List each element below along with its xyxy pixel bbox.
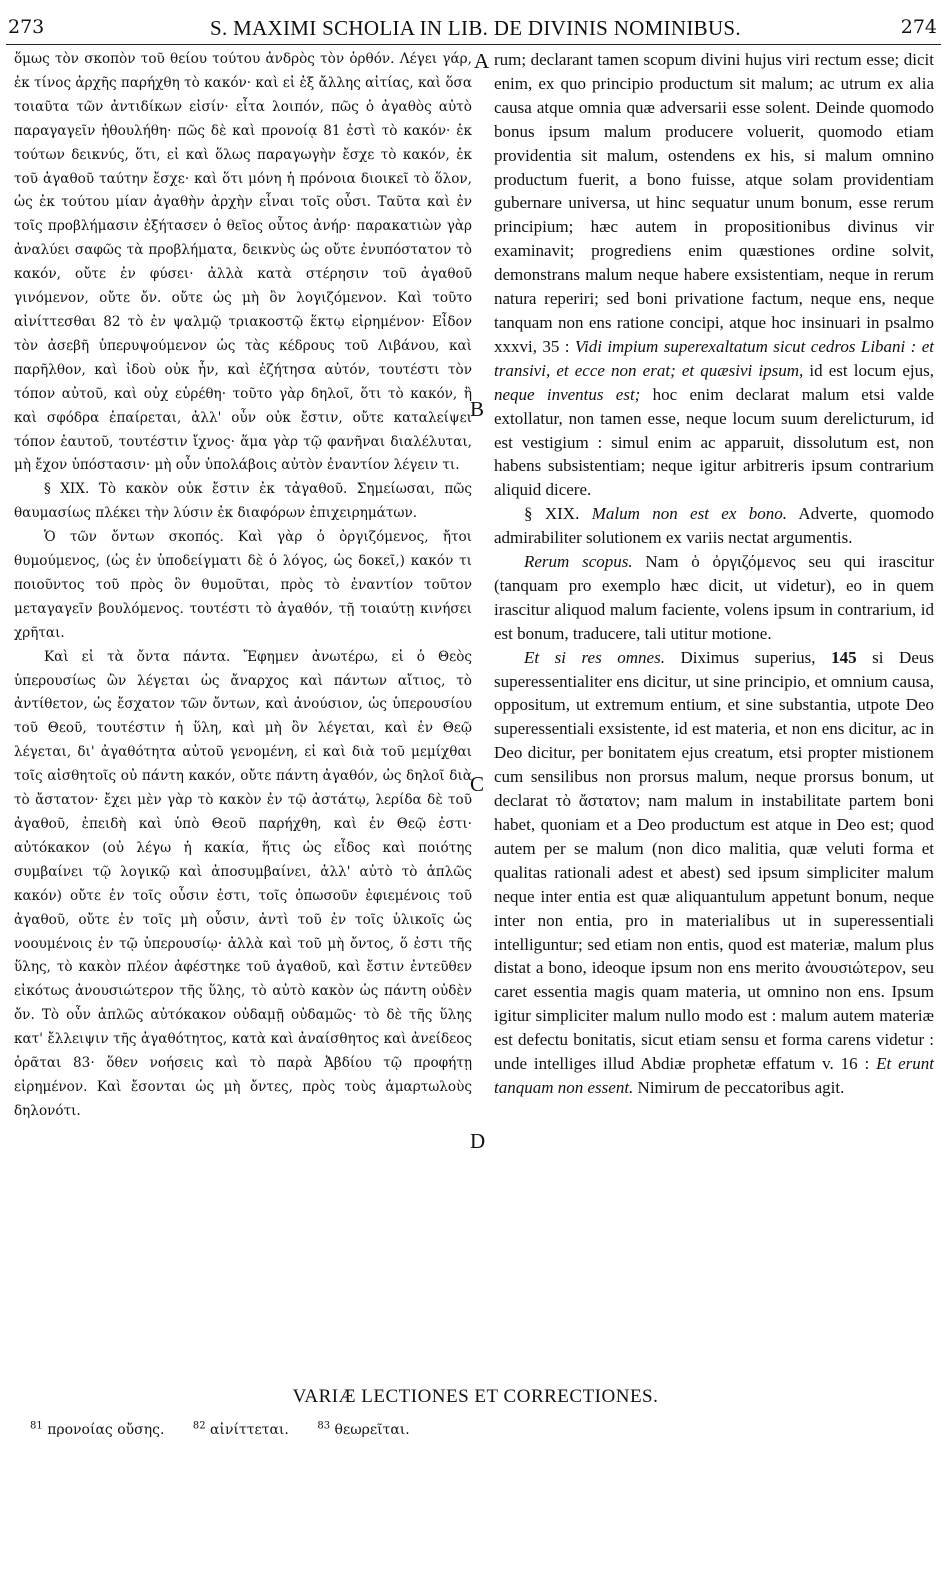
latin-text: Adverte, quomodo admirabiliter solutionem ex variis nectat argumentis. [494, 504, 934, 548]
apparatus-notes [30, 1420, 434, 1438]
latin-text: Diximus superius, [664, 647, 832, 667]
column-reference: 145 [831, 647, 857, 667]
margin-marker-b: B [470, 397, 485, 421]
margin-marker-a: A [474, 49, 490, 73]
header-rule [6, 44, 941, 45]
latin-quote: neque inventus est; [494, 384, 641, 404]
latin-quote: Et erunt tanquam non essent. [494, 1054, 934, 1097]
latin-paragraph-2 [494, 502, 934, 550]
latin-text: id est locum ejus, [803, 360, 934, 380]
greek-paragraph-1: ὅμως τὸν σκοπὸν τοῦ θείου τούτου ἀνδρὸς τὸν ὀρθόν. Λέγει γάρ, ἐκ τίνος ἀρχῆς παρήχθη τὸ κακόν· καὶ εἰ ἐξ ἄλλης αἰτίας, καὶ ὅσα τοιαῦτα τῶν ἀντιδίκων εἰσίν· εἶτα λοιπόν, πῶς ὁ ἀγαθὸς αὐτὸ παραγαγεῖν ἠθουλήθη· πῶς δὲ καὶ προνοίᾳ 81 ἐστὶ τὸ κακόν· ἐκ τούτων δεικνύς, ὅτι, εἰ καὶ ὅλως παραγωγὴν ἔσχε τὸ κακόν, ἐκ τοῦ ἀγαθοῦ ταύτην ἔσχε· καὶ ὅτι μόνη ἡ πρόνοια διοικεῖ τὸ ὅλον, ὡς ἐκ τούτου μίαν ἀγαθὴν ἀρχὴν εἶναι τοῖς οὖσι. Ταῦτα καὶ ἐν τοῖς προβλήμασιν ἐξήτασεν ὁ θεῖος οὗτος ἀνήρ· παρακατιὼν γὰρ ἀναλύει σαφῶς τὰ προβλήματα, δεικνὺς ὡς οὔτε ἐνυπόστατον τὸ κακόν, οὔτε ἐν φύσει· ἀλλὰ κατὰ στέρησιν τοῦ ἀγαθοῦ γινόμενον, οὔτε ὄν. οὔτε ὡς μὴ ὂν λογιζόμενον. Καὶ τοῦτο αἰνίττεσθαι 82 τὸ ἐν ψαλμῷ τριακοστῷ ἕκτῳ εἰρημένον· Εἶδον τὸν ἀσεβῆ ὑπερυψούμενον ὡς τὰς κέδρους τοῦ Λιβάνου, καὶ παρῆλθον, καὶ ἰδοὺ οὐκ ἦν, καὶ ἐζήτησα αὐτόν, τουτέστι τὸν τόπον αὐτοῦ, καὶ οὐχ εὑρέθη· τοῦτο γὰρ δηλοῖ, ὅτι τὸ κακόν, ἢ καὶ σφόδρα ἐπαίρεται, ἀλλ' οὖν οὐκ ἔστιν, οὔτε καταλείψει τόπον ἑαυτοῦ, τουτέστιν ἴχνος· ἅμα γὰρ τῷ φανῆναι διαλέλυται, μὴ ἔχον ὑπόστασιν· μὴ οὖν ὑπολάβοις αὐτὸν ἐναντίον λέγειν τι. [14, 51, 472, 474]
latin-text: Nam ὁ ὀργιζόμενος seu qui irascitur (tanquam pro exemplo hæc dicit, ut videtur), eo in quem irascitur aliquod malum faciente, volens ipsum in contrarium, id est bonum, traducere, tali utitur motione. [494, 552, 934, 643]
note-number: 81 [30, 1420, 43, 1431]
greek-paragraph-4: Καὶ εἰ τὰ ὄντα πάντα. Ἔφημεν ἀνωτέρω, εἰ ὁ Θεὸς ὑπερουσίως ὢν λέγεται ὡς ἄναρχος καὶ πάντων αἴτιος, τὸ ἀντίθετον, ὡς ἔσχατον τῶν ὄντων, καὶ ἀνούσιον, ὡς ὑπερουσίου τοῦ Θεοῦ, τουτέστιν ἡ ὕλη, καὶ μὴ ὂν λέγεται, καὶ ἐν Θεῷ λέγεται, δι' ἀγαθότητα αὐτοῦ γενομένη, εἰ καὶ διὰ τοῦ μεμίχθαι τοῖς αἰσθητοῖς οὐ πάντη κακόν, οὔτε πάντη ἀγαθόν, ὡς δηλοῖ διὰ τὸ ἄστατον· ἔχει μὲν γὰρ τὸ κακὸν ἐν τῷ ἀστάτῳ, λερίδα δὲ τοῦ ἀγαθοῦ, ἐπειδὴ καὶ ὑπὸ Θεοῦ παρήχθη, καὶ ἐν Θεῷ ἐστι· αὐτόκακον (οὐ λέγω ἡ κακία, ἥτις ὡς εἶδος καὶ ποιότης συμβαίνει τῷ λογικῷ καὶ ἀποσυμβαίνει, ἀλλ' αὐτὸ τὸ ἁπλῶς κακόν) οὔτε ἐν τοῖς οὖσιν ἐστι, τοῖς ὁπωσοῦν ἐφιεμένοις τοῦ ἀγαθοῦ, οὔτε ἐν τοῖς μὴ οὖσιν, ἀντὶ τοῦ ἐν τοῖς ὑλικοῖς ὡς νοουμένοις ἐν τῷ ὑπερουσίῳ· ἀλλὰ καὶ τοῦ μὴ ὄντος, ὅ ἐστι τῆς ὕλης, τὸ κακὸν πλέον ἀφέστηκε τοῦ ἀγαθοῦ, καὶ ἔστιν ἐντεῦθεν εἰκότως ἀνουσιώτερον τῆς ὕλης, τὸ αὐτὸ κακὸν ὡς πάντη οὐδὲν ὄν. Τὸ οὖν ἁπλῶς αὐτόκακον οὐδαμῇ οὐδαμῶς· τὸ δὲ τῆς ὕλης κατ' ἔλλειψιν τῆς ἀγαθότητος, κατὰ καὶ ἀναίσθητος καὶ ἀνείδεος ὁρᾶται 83· ὅθεν νοήσεις καὶ τὸ παρὰ Ἀβδίου τῷ προφήτῃ εἰρημένον. Καὶ ἔσονται ὡς μὴ ὄντες, πρὸς τοὺς ἁμαρτωλοὺς δηλονότι. [14, 648, 472, 1119]
greek-column [14, 48, 472, 1124]
lemma: Rerum scopus. [524, 552, 633, 572]
greek-paragraph-3: Ὁ τῶν ὄντων σκοπός. Καὶ γὰρ ὁ ὀργιζόμενος, ἤτοι θυμούμενος, (ὡς ἐν ὑποδείγματι δὲ ὁ λόγος, ὡς δοκεῖ,) κακόν τι ποιοῦντος τοῦ πρὸς ὃν θυμοῦται, πρὸς τὸ ἐναντίον τοῦτον μεταγαγεῖν βουλόμενος. τουτέστι τὸ ἀγαθόν, τῇ τοιαύτῃ κινήσει χρῆται. [14, 529, 472, 641]
running-header [0, 16, 951, 42]
section-title: Malum non est ex bono. [591, 504, 787, 524]
latin-text: Nimirum de peccatoribus agit. [633, 1077, 845, 1097]
note-number: 83 [317, 1420, 331, 1431]
note-text: θεωρεῖται. [334, 1421, 410, 1438]
section-number: § XIX. [524, 504, 592, 524]
latin-text: rum; declarant tamen scopum divini hujus viri rectum esse; dicit enim, ex quo principio productum sit malum; ac utrum ex alia causa atque omnia quæ adversarii esse solent. Deinde quomodo bonus ipsum malum producere voluerit, quomodo etiam providentia sit malum, ostendens ex his, si malum omnino productum fuerit, a bono fuisse, atque solam providentiam gubernare universa, ut hinc sequatur unum bonum, esse rerum principium; hæc autem in propositionibus divinus vir examinavit; progrediens enim quæstiones ordine solvit, demonstrans malum neque habere exsistentiam, neque in rerum natura reperiri; sed boni privatione factum, neque ens, neque tanquam non ens ratione concipi, atque hoc insinuari in psalmo xxxvi, 35 : [494, 50, 934, 356]
page-number-right: 274 [900, 16, 937, 38]
latin-paragraph-3 [494, 550, 934, 646]
apparatus-heading: VARIÆ LECTIONES ET CORRECTIONES. [292, 1386, 659, 1407]
latin-text: hoc enim declarat malum etsi valde extollatur, non tamen esse, neque locum suum derelicturum, id est vestigium : simul enim ac apparuit, dissolutum est, non habens subsistentiam; neque igitur arbitreris ipsum contrarium aliquid dicere. [494, 384, 934, 500]
latin-paragraph-1 [494, 48, 934, 502]
margin-marker-c: C [470, 772, 485, 796]
running-title: S. MAXIMI SCHOLIA IN LIB. DE DIVINIS NOMINIBUS. [210, 16, 741, 40]
latin-quote: Vidi impium superexaltatum sicut cedros Libani : et transivi, et ecce non erat; et quæsivi ipsum, [494, 336, 934, 380]
latin-text: si Deus superessentialiter ens dicitur, ut sine principio, et omnium causa, oppositum, ut extremum entium, et sine substantia, utpote Deo superessentiali exsistente, id est materia, et non ens dicitur, ac in Deo dicitur, per bonitatem ejus creatum, etsi propter mistionem cum sensilibus non prorsus malum, neque prorsus bonum, ut declarat τὸ ἄστατον; nam malum in instabilitate partem boni habet, quoniam et a Deo productum est atque in Deo est; quod autem per se malum (non dico malitia, quæ veluti forma et qualitas rationali adest et abest) sed ipsum simpliciter malum neque inter entia est quæ aliquantulum appetunt bonum, neque inter non entia, pro in materialibus ut in superessentiali intelliguntur; sed etiam non entis, quod est materiæ, malum plus distat a bono, ideoque ipsum non ens merito ἀνουσιώτερον, seu caret essentia magis quam materia, ut omnino non ens. Ipsum igitur simpliciter malum nullo modo est : malum autem materiæ est defectu bonitatis, sicut etiam sensu et forma carens videtur : unde intelliges illud Abdiæ prophetæ effatum v. 16 : [494, 647, 934, 1074]
note-number: 82 [192, 1420, 206, 1431]
latin-paragraph-4 [494, 646, 934, 1100]
margin-marker-d: D [470, 1129, 486, 1153]
latin-column [494, 48, 934, 1100]
note-text: προνοίας οὔσης. [47, 1421, 165, 1438]
lemma: Et si res omnes. [524, 647, 665, 667]
greek-paragraph-2: § XIX. Τὸ κακὸν οὐκ ἔστιν ἐκ τἀγαθοῦ. Σημείωσαι, πῶς θαυμασίως πλέκει τὴν λύσιν ἐκ διαφόρων ἐπιχειρημάτων. [14, 481, 472, 522]
note-text: αἰνίττεται. [210, 1421, 289, 1438]
note-83 [317, 1422, 421, 1438]
note-81 [30, 1422, 176, 1438]
note-82 [193, 1422, 301, 1438]
page-number-left: 273 [8, 16, 45, 38]
